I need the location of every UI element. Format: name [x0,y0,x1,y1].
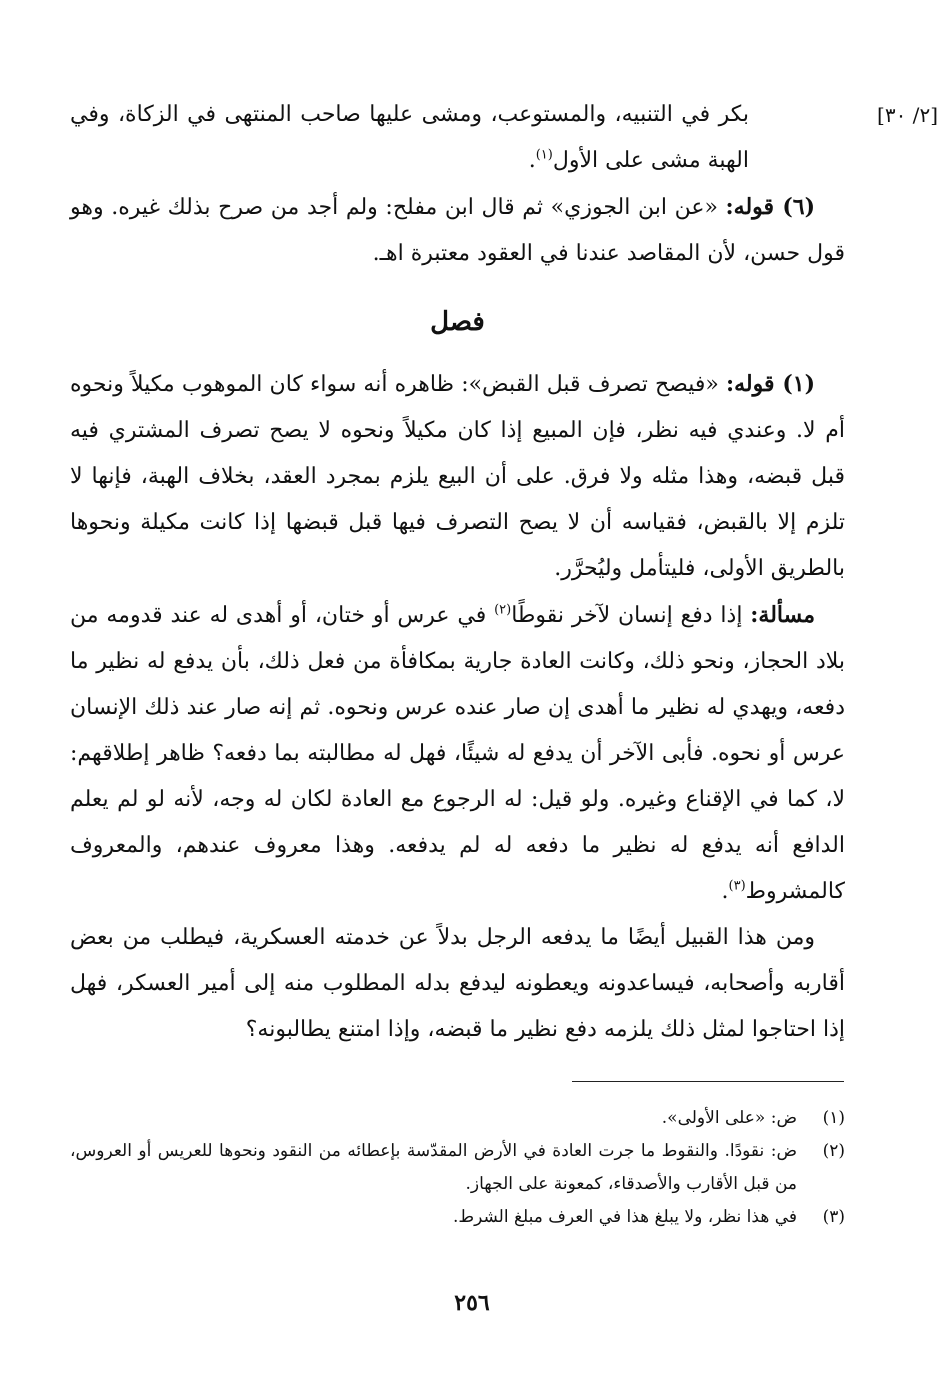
paragraph-text: «عن ابن الجوزي» ثم قال ابن مفلح: ولم أجد من صرح بذلك غيره. وهو قول حسن، لأن المقاصد عندنا في العقود معتبرة اهـ. [70,195,845,266]
paragraph-label: (٦) قوله: [725,194,815,220]
paragraph-end: . [721,879,729,904]
footnote-ref[interactable]: (١) [535,147,553,163]
margin-reference-text: [٢/ ٣٠] [877,103,938,127]
footnote-1 [70,1102,845,1135]
footnote-ref[interactable]: (٣) [728,878,746,894]
footnote-3 [70,1201,845,1234]
footnote-2 [70,1135,845,1201]
paragraph-masala [70,592,845,915]
paragraph-text: «فيصح تصرف قبل القبض»: ظاهره أنه سواء كان الموهوب مكيلاً ونحوه أم لا. وعندي فيه نظر، فإن المبيع إذا كان مكيلاً ونحوه لا يصح تصرف المشتري فيه قبل قبضه، وهذا مثله ولا فرق. على أن البيع يلزم بمجرد العقد، بخلاف الهبة، فإنها لا تلزم إلا بالقبض، فقياسه أن لا يصح التصرف فيها قبل قبضها إذا كانت مكيلة ونحوها بالطريق الأولى، فليتأمل وليُحرَّر. [70,372,845,581]
paragraph-label: (١) قوله: [726,371,815,397]
paragraph-text: بكر في التنبيه، والمستوعب، ومشى عليها صاحب المنتهى في الزكاة، وفي الهبة مشى على الأول [70,102,749,173]
footnote-ref[interactable]: (٢) [494,602,512,618]
paragraph-qawluh-6 [70,184,845,277]
paragraph-end: . [528,148,536,173]
footnotes [70,1102,845,1234]
paragraph-text: إذا دفع إنسان لآخر نقوطًا [511,603,743,628]
footnote-text: ض: نقودًا. والنقوط ما جرت العادة في الأرض المقدّسة بإعطائه من النقود ونحوها للعريس أو العروس، من قبل الأقارب والأصدقاء، كمعونة على الجهاز. [70,1141,798,1194]
footnote-number: (١) [822,1108,845,1128]
page-number: ٢٥٦ [454,1290,490,1316]
footnote-number: (٣) [822,1207,845,1227]
footnote-text: في هذا نظر، ولا يبلغ هذا في العرف مبلغ الشرط. [452,1207,797,1227]
paragraph-continuation [70,92,845,184]
main-text [70,92,845,1053]
footnote-number: (٢) [822,1141,845,1161]
paragraph-qawluh-1 [70,361,845,592]
paragraph-text: ومن هذا القبيل أيضًا ما يدفعه الرجل بدلاً عن خدمته العسكرية، فيطلب من بعض أقاربه وأصحابه، فيساعدونه ويعطونه ليدفع بدله المطلوب منه إلى أمير العسكر، فهل إذا احتاجوا لمثل ذلك يلزمه دفع نظير ما قبضه، وإذا امتنع يطالبونه؟ [70,925,845,1042]
paragraph-label: مسألة: [750,602,816,628]
section-heading: فصل [430,307,485,337]
paragraph-text-cont: في عرس أو ختان، أو أهدى له عند قدومه من بلاد الحجاز، ونحو ذلك، وكانت العادة جارية بمكافأة من فعل ذلك، بأن يدفع له نظير ما دفعه، ويهدي له نظير ما أهدى إن صار عنده عرس ونحوه. ثم إنه صار عند ذلك الإنسان عرس أو نحوه. فأبى الآخر أن يدفع له شيئًا، فهل له مطالبته بما دفعه؟ ظاهر إطلاقهم: لا، كما في الإقناع وغيره. ولو قيل: له الرجوع مع العادة لكان له وجه، لأنه لو لم يعلم الدافع أنه يدفع له نظير ما دفعه له لم يدفعه. وهذا معروف عندهم، والمعروف كالمشروط [70,603,845,904]
footnote-separator [572,1081,844,1082]
margin-reference [877,92,938,138]
paragraph-military [70,915,845,1053]
footnote-text: ض: «على الأولى». [661,1108,797,1128]
